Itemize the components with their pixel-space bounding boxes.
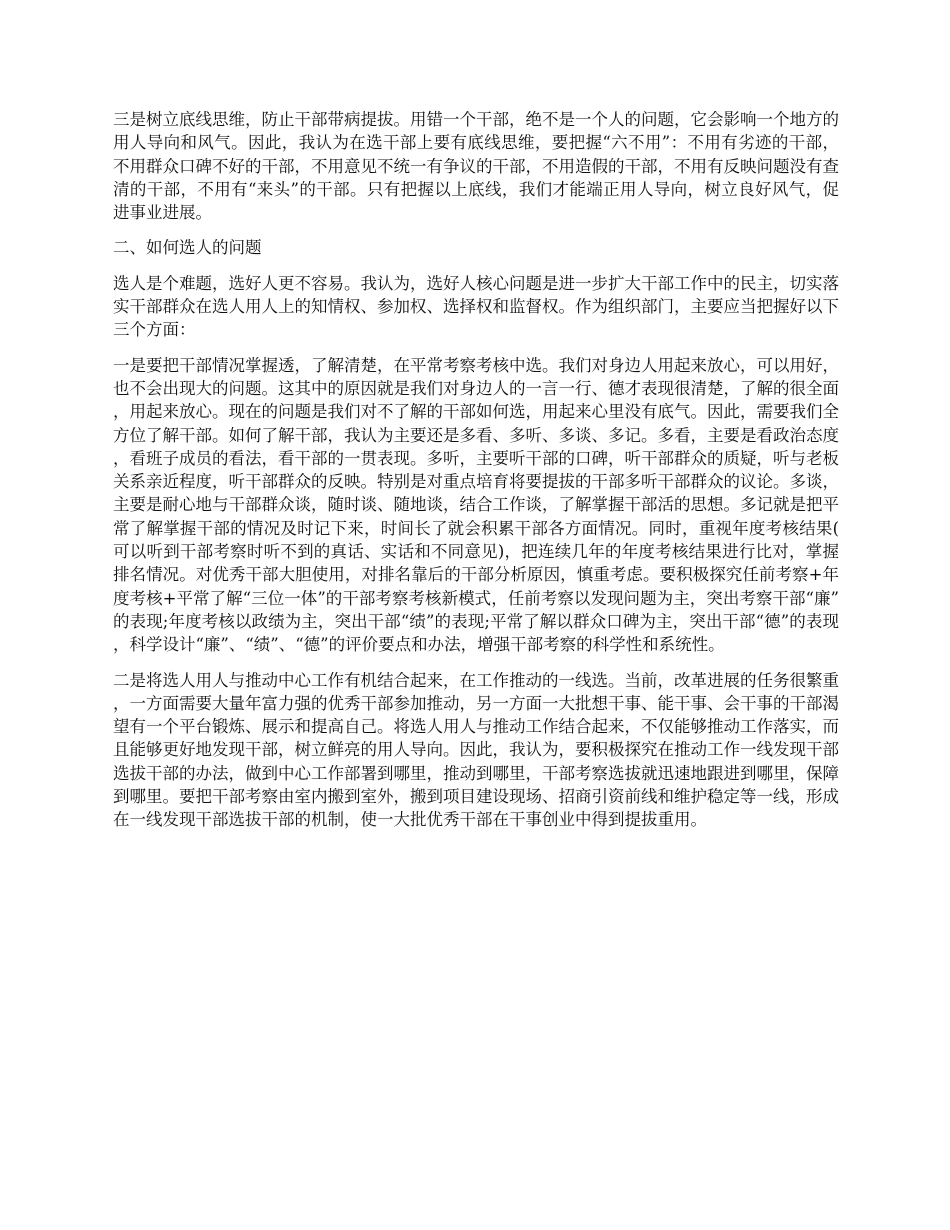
paragraph-frontline-selection: 二是将选人用人与推动中心工作有机结合起来，在工作推动的一线选。当前，改革进展的任务很繁重，一方面需要大量年富力强的优秀干部参加推动，另一方面一大批想干事、能干事、会干事的干部渴望有一个平台锻炼、展示和提高自己。将选人用人与推动工作结合起来，不仅能够推动工作落实，而且能够更好地发现干部，树立鲜亮的用人导向。因此，我认为，要积极探究在推动工作一线发现干部选拔干部的办法，做到中心工作部署到哪里，推动到哪里，干部考察选拔就迅速地跟进到哪里，保障到哪里。要把干部考察由室内搬到室外，搬到项目建设现场、招商引资前线和维护稳定等一线，形成在一线发现干部选拔干部的机制，使一大批优秀干部在干事创业中得到提拔重用。 [113,670,839,830]
paragraph-understand-cadres: 一是要把干部情况掌握透，了解清楚，在平常考察考核中选。我们对身边人用起来放心，可以用好，也不会出现大的问题。这其中的原因就是我们对身边人的一言一行、德才表现很清楚，了解的很全面，用起来放心。现在的问题是我们对不了解的干部如何选，用起来心里没有底气。因此，需要我们全方位了解干部。如何了解干部，我认为主要还是多看、多听、多谈、多记。多看，主要是看政治态度，看班子成员的看法，看干部的一贯表现。多听，主要听干部的口碑，听干部群众的质疑，听与老板关系亲近程度，听干部群众的反映。特别是对重点培育将要提拔的干部多听干部群众的议论。多谈，主要是耐心地与干部群众谈，随时谈、随地谈，结合工作谈，了解掌握干部活的思想。多记就是把平常了解掌握干部的情况及时记下来，时间长了就会积累干部各方面情况。同时，重视年度考核结果(可以听到干部考察时听不到的真话、实话和不同意见)，把连续几年的年度考核结果进行比对，掌握排名情况。对优秀干部大胆使用，对排名靠后的干部分析原因，慎重考虑。要积极探究任前考察+年度考核+平常了解“三位一体”的干部考察考核新模式，任前考察以发现问题为主，突出考察干部“廉”的表现;年度考核以政绩为主，突出干部“绩”的表现;平常了解以群众口碑为主，突出干部“德”的表现，科学设计“廉”、“绩”、“德”的评价要点和办法，增强干部考察的科学性和系统性。 [113,355,839,655]
paragraph-bottom-line-thinking: 三是树立底线思维，防止干部带病提拔。用错一个干部，绝不是一个人的问题，它会影响一个地方的用人导向和风气。因此，我认为在选干部上要有底线思维，要把握“六不用”：不用有劣迹的干部，不用群众口碑不好的干部，不用意见不统一有争议的干部，不用造假的干部，不用有反映问题没有查清的干部，不用有“来头”的干部。只有把握以上底线，我们才能端正用人导向，树立良好风气，促进事业进展。 [113,110,839,223]
document-page [113,108,839,844]
section-heading-how-to-select: 二、如何选人的问题 [113,238,262,258]
paragraph-selection-intro: 选人是个难题，选好人更不容易。我认为，选好人核心问题是进一步扩大干部工作中的民主，切实落实干部群众在选人用人上的知情权、参加权、选择权和监督权。作为组织部门，主要应当把握好以下三个方面： [113,273,839,340]
